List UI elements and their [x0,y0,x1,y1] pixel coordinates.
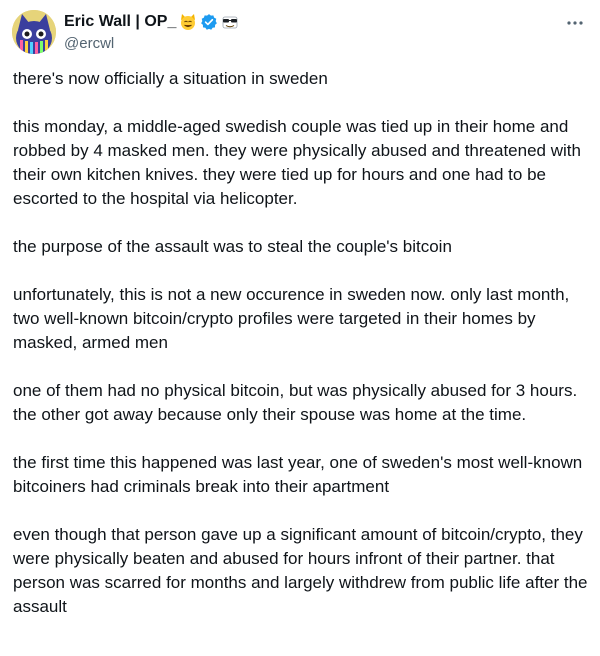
avatar[interactable] [12,10,56,54]
tweet-header [12,8,588,56]
tweet-paragraph: the first time this happened was last year, one of sweden's most well-known bitcoiners had criminals break into their apartment [13,453,583,496]
tweet-paragraph: there's now officially a situation in sweden [13,69,328,88]
cat-emoji-icon [179,13,197,31]
tweet-paragraph: even though that person gave up a significant amount of bitcoin/crypto, they were physically beaten and abused for hours infront of their partner. that person was scarred for months and largely withdrew from public life after the assault [13,525,588,616]
more-options-button[interactable] [564,12,586,34]
tweet-paragraph: one of them had no physical bitcoin, but was physically abused for 3 hours. the other got away because only their spouse was home at the time. [13,381,578,424]
more-dots-icon [566,14,584,32]
sunglasses-emoji-icon [221,13,239,31]
handle[interactable]: @ercwl [64,35,115,52]
tweet-paragraph: this monday, a middle-aged swedish couple was tied up in their home and robbed by 4 masked men. they were physically abused and threatened with their own kitchen knives. they were tied up for hours and one had to be escorted to the hospital via helicopter. [13,117,581,208]
tweet-paragraph: unfortunately, this is not a new occurence in sweden now. only last month, two well-known bitcoin/crypto profiles were targeted in their homes by masked, armed men [13,285,570,352]
author-names [64,12,239,52]
tweet-paragraph: the purpose of the assault was to steal the couple's bitcoin [13,237,452,256]
avatar-cat-image [12,10,56,54]
display-name[interactable]: Eric Wall | OP_ [64,13,177,30]
tweet-body [13,67,595,643]
name-row [64,12,239,32]
verified-badge-icon[interactable] [200,13,218,31]
